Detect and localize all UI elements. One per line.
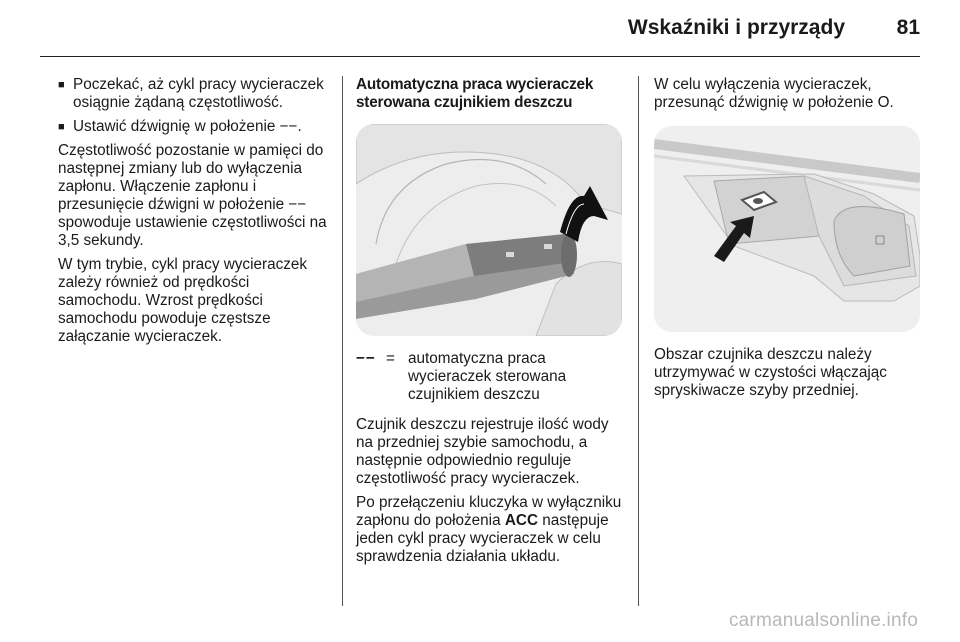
rain-sensor-drawing bbox=[654, 126, 920, 332]
acc-label: ACC bbox=[504, 512, 538, 529]
bullet-text: Poczekać, aż cykl pracy wycieraczek osiągnie żądaną częstotliwość. bbox=[73, 76, 324, 111]
paragraph: W tym trybie, cykl pracy wycieraczek zależy również od prędkości samochodu. Wzrost prędkości samochodu powoduje częstsze załączanie wycieraczek. bbox=[58, 256, 308, 345]
paragraph bbox=[356, 494, 626, 566]
legend-equals: = bbox=[386, 350, 395, 367]
bullet-item bbox=[58, 118, 330, 136]
paragraph: Czujnik deszczu rejestruje ilość wody na przedniej szybie samochodu, a następnie odpowiednio reguluje częstotliwość pracy wycieraczek. bbox=[356, 416, 609, 487]
paragraph-text: następuje jeden cykl pracy wycieraczek w celu sprawdzenia działania układu. bbox=[356, 512, 609, 565]
paragraph: Częstotliwość pozostanie w pamięci do następnej zmiany lub do wyłączenia zapłonu. Włączenie zapłonu i przesunięcie dźwigni w położenie −− spowoduje ustawienie częstotliwości na 3,5 sekundy. bbox=[58, 142, 327, 249]
bullet-item bbox=[58, 76, 330, 112]
column-1 bbox=[58, 76, 330, 352]
page-title: Wskaźniki i przyrządy bbox=[627, 16, 845, 39]
column-2 bbox=[356, 76, 626, 572]
paragraph: Obszar czujnika deszczu należy utrzymywać w czystości włączając spryskiwacze szyby przedniej. bbox=[654, 346, 887, 399]
column-divider bbox=[342, 76, 343, 606]
header-divider bbox=[40, 56, 920, 57]
page-header bbox=[0, 0, 960, 50]
wiper-stalk-drawing bbox=[356, 124, 622, 336]
bullet-square-icon: ■ bbox=[58, 121, 65, 133]
legend-row bbox=[356, 350, 626, 404]
column-3 bbox=[654, 76, 926, 406]
bullet-square-icon: ■ bbox=[58, 79, 65, 91]
legend-description: automatyczna praca wycieraczek sterowana czujnikiem deszczu bbox=[408, 350, 567, 403]
section-heading: Automatyczna praca wycieraczek sterowana czujnikiem deszczu bbox=[356, 76, 594, 111]
bullet-text: Ustawić dźwignię w położenie −−. bbox=[73, 118, 302, 135]
column-divider bbox=[638, 76, 639, 606]
wiper-stalk-illustration bbox=[356, 124, 622, 336]
page-number: 81 bbox=[896, 16, 920, 39]
paragraph: W celu wyłączenia wycieraczek, przesunąć dźwignię w położenie O. bbox=[654, 76, 894, 111]
legend-symbol: −− bbox=[356, 350, 376, 367]
watermark: carmanualsonline.info bbox=[728, 610, 918, 631]
rain-sensor-illustration bbox=[654, 126, 920, 332]
paragraph-text: Po przełączeniu kluczyka w wyłączniku zapłonu do położenia bbox=[356, 494, 622, 529]
